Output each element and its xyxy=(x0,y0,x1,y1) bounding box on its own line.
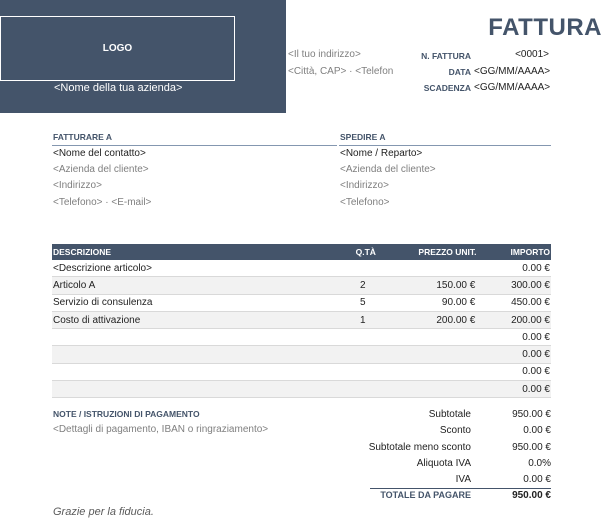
total-divider xyxy=(370,488,551,489)
row-amount: 300.00 € xyxy=(511,279,550,291)
invoice-date: <GG/MM/AAAA> xyxy=(474,66,551,77)
row-description: Articolo A xyxy=(53,279,96,291)
bill-to-phone-email: <Telefono> · <E-mail> xyxy=(53,197,152,208)
notes-text: <Dettagli di pagamento, IBAN o ringraziamento> xyxy=(53,424,269,435)
row-quantity: 2 xyxy=(359,279,366,291)
totals-label: Subtotale xyxy=(428,409,471,420)
totals-value: 950.00 € xyxy=(512,409,551,420)
header-quantity: Q.TÀ xyxy=(355,247,376,257)
company-address: <Il tuo indirizzo> xyxy=(288,49,361,60)
items-table xyxy=(52,244,551,398)
ship-to-company: <Azienda del cliente> xyxy=(340,164,436,175)
bill-to-contact: <Nome del contatto> xyxy=(53,148,146,159)
totals-grand-total xyxy=(330,490,551,501)
totals-label: Sconto xyxy=(439,425,471,436)
row-unit-price: 90.00 € xyxy=(441,297,476,309)
invoice-number-label: N. FATTURA xyxy=(421,51,471,61)
grand-total-label: TOTALE DA PAGARE xyxy=(380,490,471,500)
row-unit-price: 200.00 € xyxy=(436,314,476,326)
logo-placeholder: LOGO xyxy=(0,16,235,81)
totals-label: Aliquota IVA xyxy=(416,458,471,469)
totals-value: 950.00 € xyxy=(512,442,551,453)
due-date: <GG/MM/AAAA> xyxy=(474,82,551,93)
row-quantity: 1 xyxy=(359,314,366,326)
ship-to-divider xyxy=(339,145,551,146)
totals-vat-rate xyxy=(330,458,551,469)
row-description: Servizio di consulenza xyxy=(53,297,153,309)
row-amount: 200.00 € xyxy=(511,314,550,326)
table-row xyxy=(52,346,551,363)
bill-to-label: FATTURARE A xyxy=(53,132,113,142)
totals-subtotal-less-discount xyxy=(330,442,551,453)
bill-to-address: <Indirizzo> xyxy=(53,180,102,191)
bill-to-company: <Azienda del cliente> xyxy=(53,164,149,175)
company-name: <Nome della tua azienda> xyxy=(54,82,183,94)
invoice-number: <0001> xyxy=(515,49,549,60)
table-row xyxy=(52,260,551,277)
company-city-phone: <Città, CAP> · <Telefon xyxy=(288,66,394,77)
invoice-title: FATTURA xyxy=(488,14,602,41)
row-amount: 0.00 € xyxy=(522,366,550,378)
bill-to-divider xyxy=(52,145,337,146)
ship-to-address: <Indirizzo> xyxy=(340,180,389,191)
table-row xyxy=(52,277,551,294)
totals-vat xyxy=(330,474,551,485)
totals-label: IVA xyxy=(455,474,471,485)
table-row xyxy=(52,364,551,381)
row-description: <Descrizione articolo> xyxy=(53,262,152,274)
row-amount: 0.00 € xyxy=(522,262,550,274)
table-row xyxy=(52,329,551,346)
totals-value: 0.0% xyxy=(528,458,551,469)
ship-to-label: SPEDIRE A xyxy=(340,132,386,142)
totals-label: Subtotale meno sconto xyxy=(368,442,471,453)
row-amount: 0.00 € xyxy=(522,349,550,361)
header-description: DESCRIZIONE xyxy=(53,247,112,257)
table-header xyxy=(52,244,551,260)
grand-total-value: 950.00 € xyxy=(512,490,551,501)
row-amount: 0.00 € xyxy=(522,331,550,343)
header-amount: IMPORTO xyxy=(510,247,550,257)
table-row xyxy=(52,381,551,398)
ship-to-phone: <Telefono> xyxy=(340,197,390,208)
totals-value: 0.00 € xyxy=(523,474,551,485)
thank-you-note: Grazie per la fiducia. xyxy=(53,506,154,518)
due-date-label: SCADENZA xyxy=(423,83,471,93)
header-unit-price: PREZZO UNIT. xyxy=(418,247,477,257)
table-row xyxy=(52,295,551,312)
totals-subtotal xyxy=(330,409,551,420)
row-amount: 0.00 € xyxy=(522,383,550,395)
ship-to-name: <Nome / Reparto> xyxy=(340,148,423,159)
row-description: Costo di attivazione xyxy=(53,314,141,326)
row-unit-price: 150.00 € xyxy=(436,279,476,291)
totals-value: 0.00 € xyxy=(523,425,551,436)
row-quantity: 5 xyxy=(359,297,366,309)
row-amount: 450.00 € xyxy=(511,297,550,309)
totals-discount xyxy=(330,425,551,436)
date-label: DATA xyxy=(448,67,471,77)
table-row xyxy=(52,312,551,329)
notes-label: NOTE / ISTRUZIONI DI PAGAMENTO xyxy=(53,409,200,419)
